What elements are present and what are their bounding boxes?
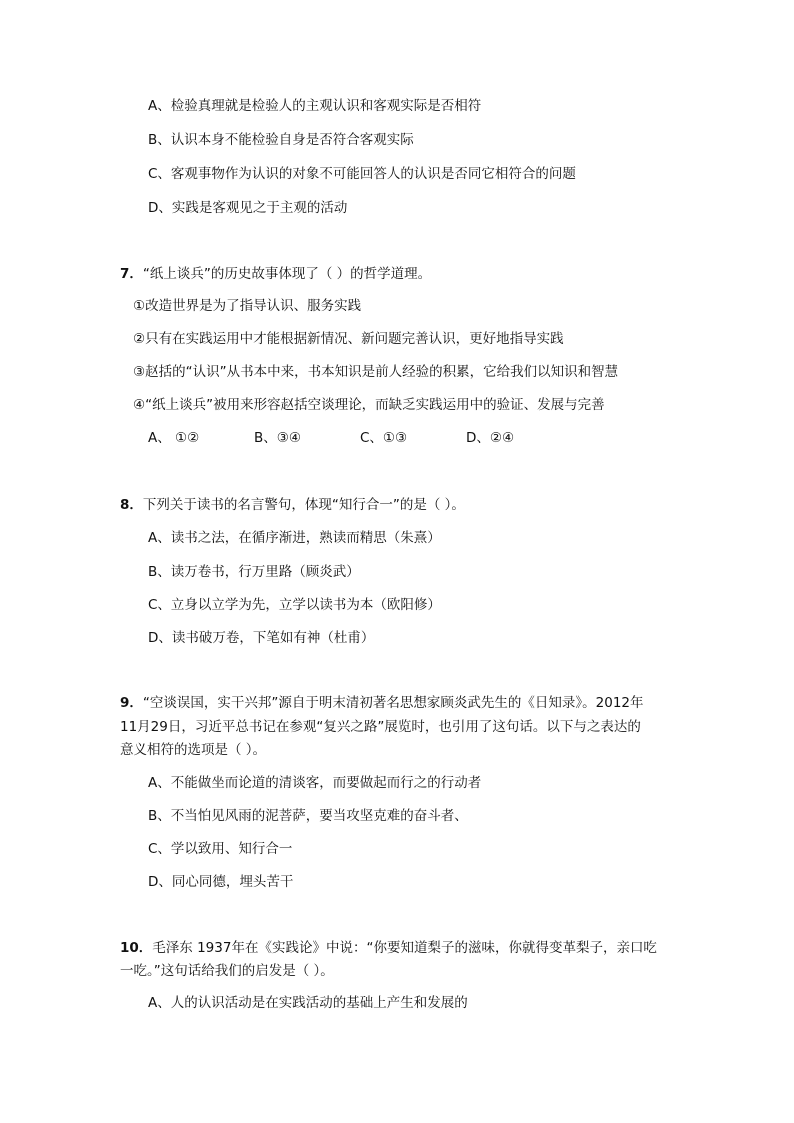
q10-option-a: A、人的认识活动是在实践活动的基础上产生和发展的 [148,995,468,1011]
question-9-stem-line-1: “空谈误国，实干兴邦”源自于明末清初著名思想家顾炎武先生的《日知录》。2012年 [142,695,644,711]
q7-choice-d: D、②④ [466,430,515,446]
question-7-stem: “纸上谈兵”的历史故事体现了（ ）的哲学道理。 [142,266,432,282]
question-9 [120,693,644,713]
question-8-number: 8． [120,497,143,513]
q9-option-a: A、不能做坐而论道的清谈客，而要做起而行之的行动者 [148,775,482,791]
question-10-stem-line-2: 一吃。”这句话给我们的启发是（ ）。 [120,963,334,979]
q7-statement-4: ④“纸上谈兵”被用来形容赵括空谈理论，而缺乏实践运用中的验证、发展与完善 [133,397,605,413]
q7-statement-3: ③赵括的“认识”从书本中来，书本知识是前人经验的积累，它给我们以知识和智慧 [133,364,619,380]
question-10 [120,938,657,958]
question-9-stem-line-3: 意义相符的选项是（ ）。 [120,742,267,758]
q7-choice-c: C、①③ [360,430,408,446]
question-10-stem-line-1: 毛泽东 1937年在《实践论》中说：“你要知道梨子的滋味，你就得变革梨子，亲口吃 [152,940,657,956]
question-7 [120,264,431,284]
question-7-number: 7． [120,266,143,282]
q6-option-b: B、认识本身不能检验自身是否符合客观实际 [148,132,414,148]
q6-option-a: A、检验真理就是检验人的主观认识和客观实际是否相符 [148,98,482,114]
q6-option-d: D、实践是客观见之于主观的活动 [148,200,348,216]
q9-option-c: C、学以致用、知行合一 [148,841,293,857]
q9-option-d: D、同心同德，埋头苦干 [148,874,294,890]
q9-option-b: B、不当怕见风雨的泥菩萨，要当攻坚克难的奋斗者、 [148,808,468,824]
question-8-stem: 下列关于读书的名言警句，体现“知行合一”的是（ ）。 [142,497,465,513]
q7-statement-2: ②只有在实践运用中才能根据新情况、新问题完善认识，更好地指导实践 [133,331,564,347]
question-8 [120,495,465,515]
q8-option-b: B、读万卷书，行万里路（顾炎武） [148,564,360,580]
q6-option-c: C、客观事物作为认识的对象不可能回答人的认识是否同它相符合的问题 [148,166,576,182]
question-9-stem-line-2: 11月29日，习近平总书记在参观“复兴之路”展览时，也引用了这句话。以下与之表达的 [120,719,641,735]
question-10-number: 10． [120,940,153,956]
q8-option-d: D、读书破万卷，下笔如有神（杜甫） [148,630,375,646]
q7-choice-b: B、③④ [254,430,301,446]
q8-option-c: C、立身以立学为先，立学以读书为本（欧阳修） [148,597,441,613]
q7-statement-1: ①改造世界是为了指导认识、服务实践 [133,298,362,314]
q7-choice-a: A、 ①② [148,430,200,446]
question-9-number: 9． [120,695,143,711]
q8-option-a: A、读书之法，在循序渐进，熟读而精思（朱熹） [148,530,441,546]
